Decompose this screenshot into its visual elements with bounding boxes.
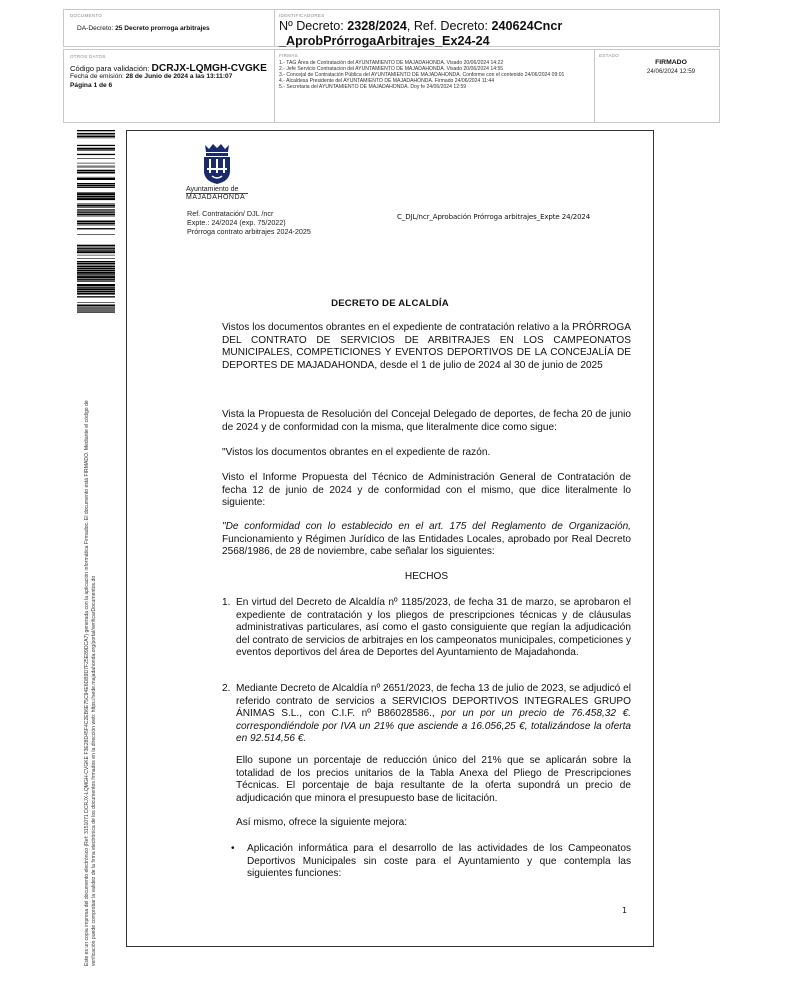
signature-entry: 4.- Alcaldesa Presidente del AYUNTAMIENTO DE MAJADAHONDA. Firmado 24/06/2024 11:44	[279, 78, 495, 85]
verification-sidebar-text	[84, 306, 97, 966]
list-item-number: 1.	[222, 597, 231, 608]
list-item	[222, 683, 631, 746]
document-label: DOCUMENTO	[70, 13, 103, 18]
list-item	[222, 597, 631, 660]
header-divider	[274, 10, 275, 46]
bullet-text: Aplicación informática para el desarrollo de las actividades de los Campeonatos Deportivos Municipales sin coste para el Ayuntamiento y que contempla las siguientes funciones:	[247, 843, 631, 880]
municipal-crest-icon	[201, 141, 233, 185]
document-header	[63, 9, 720, 47]
signature-entry: 5.- Secretaria del AYUNTAMIENTO DE MAJADAHONDA. Doy fe 24/06/2024 12:59	[279, 84, 467, 91]
page-number: 1	[622, 906, 628, 915]
bullet-item	[231, 843, 631, 881]
municipality-name-line2: MAJADAHONDA	[186, 194, 246, 201]
signature-list	[279, 60, 597, 90]
signature-entry: 2.- Jefe Servicio Contratacion del AYUNTAMIENTO DE MAJADAHONDA. Visado 20/06/2024 14:55	[279, 66, 504, 73]
list-item-text: En virtud del Decreto de Alcaldía nº 1185/2023, de fecha 31 de marzo, se aprobaron el expediente de contratación y los pliegos de prescripciones técnicas y de cláusulas administrativas particulares, así como el gasto consiguiente que regían la adjudicación del contrato de servicios de arbitrajes en los campeonatos municipales, competiciones y eventos deportivos del área de Deportes del Ayuntamiento de Majadahonda.	[236, 597, 631, 659]
reference-line: Ref. Contratación/ DJL /ncr	[187, 209, 274, 218]
signature-entry: 1.- TAG Área de Contratación del AYUNTAMIENTO DE MAJADAHONDA. Visado 20/06/2024 14:22	[279, 60, 504, 66]
sidebar-line: verificación puede comprobar la validez de la firma electrónica de los documentos firmados en la dirección web: https://sede.majadahonda.org/portal/verificarDocumentos.do	[90, 575, 97, 966]
signature-status-date: 24/06/2024 12:59	[646, 68, 696, 75]
identifiers-label: IDENTIFICADORES	[279, 13, 325, 18]
paragraph: Vistos los documentos obrantes en el expediente de contratación relativo a la PRÓRROGA DEL CONTRATO DE SERVICIOS DE ARBITRAJES EN LOS CAMPEONATOS MUNICIPALES, COMPETICIONES Y EVENTOS DEPORTIVOS DE LA CONCEJALÍA DE DEPORTES DE MAJADAHONDA, desde el 1 de julio de 2024 al 30 de junio de 2025	[222, 322, 631, 371]
section-heading: HECHOS	[404, 571, 449, 582]
list-item-number: 2.	[222, 683, 231, 694]
signature-entry: 3.- Concejal de Contratación Pública del AYUNTAMIENTO DE MAJADAHONDA. Conforme con el contenido 24/06/2024 09:01	[279, 72, 565, 79]
reference-line: Expte.: 24/2024 (exp. 75/2022)	[187, 218, 286, 227]
signatures-label: FIRMAS	[279, 53, 298, 58]
municipality-name-line1: Ayuntamiento de	[186, 186, 239, 193]
barcode-image	[77, 130, 115, 313]
state-divider	[594, 50, 595, 122]
page-top-border	[126, 130, 654, 131]
sidebar-line: Este es un copia impresa del documento electrónico (Ref: 3151071 DCRJX-LQMGH-CVGKE F3E28D45F4C2EB6E75C94E6DB9D7F25E89DCA7) generada con la aplicación informática Firmadoc. El documento está FIRMADO. Mediante el código de	[84, 400, 90, 966]
metadata-divider	[274, 50, 275, 122]
issue-date: Fecha de emisión: 28 de Junio de 2024 a las 13:11:07	[70, 73, 233, 80]
paragraph: "De conformidad con lo establecido en el art. 175 del Reglamento de Organización, Funcionamiento y Régimen Jurídico de las Entidades Locales, aprobado por Real Decreto 2568/1986, de 28 de noviembre, cabe señalar los siguientes:	[222, 521, 631, 558]
other-data-label: OTROS DATOS	[70, 54, 106, 59]
state-label: ESTADO	[599, 53, 619, 58]
bullet-dot: •	[231, 843, 235, 854]
file-code: C_DJL/ncr_Aprobación Prórroga arbitrajes_Expte 24/2024	[397, 213, 591, 221]
validation-code[interactable]: Código para validación: DCRJX-LQMGH-CVGKE	[70, 63, 267, 74]
document-metadata	[63, 49, 720, 123]
reference-block	[187, 209, 311, 236]
paragraph: Visto el Informe Propuesta del Técnico de Administración General de Contratación de fecha 12 de junio de 2024 y de conformidad con el mismo, que dice literalmente lo siguiente:	[222, 472, 631, 509]
list-item-text: Mediante Decreto de Alcaldía nº 2651/2023, de fecha 13 de julio de 2023, se adjudicó el referido contrato de servicios a SERVICIOS DEPORTIVOS INTEGRALES GRUPO ÁNIMAS S.L., con C.I.F. nº B86028586., por un por un precio de 76.458,32 €. correspondiéndole por IVA un 21% que asciende a 16.056,25 €, totalizándose la oferta en 92.514,56 €.	[236, 683, 632, 745]
decree-identifier: Nº Decreto: 2328/2024, Ref. Decreto: 240624Cncr _AprobPrórrogaArbitrajes_Ex24-24	[279, 19, 563, 48]
paragraph: Vista la Propuesta de Resolución del Concejal Delegado de deportes, de fecha 20 de junio de 2024 y de conformidad con la misma, que literalmente dice como sigue:	[222, 409, 631, 433]
page-count: Página 1 de 6	[70, 82, 113, 89]
document-name: DA-Decreto: 25 Decreto prorroga arbitrajes	[77, 25, 210, 32]
reference-line: Prórroga contrato arbitrajes 2024-2025	[187, 227, 311, 236]
paragraph: Ello supone un porcentaje de reducción único del 21% que se aplicarán sobre la totalidad de los precios unitarios de la Tabla Anexa del Pliego de Prescripciones Técnicas. El porcentaje de baja resultante de la oferta supondrá un precio de adjudicación que minora el presupuesto base de licitación.	[236, 755, 631, 804]
signature-status: FIRMADO	[655, 59, 687, 66]
page-title: DECRETO DE ALCALDÍA	[331, 298, 449, 309]
paragraph: Así mismo, ofrece la siguiente mejora:	[236, 817, 408, 828]
paragraph: "Vistos los documentos obrantes en el expediente de razón.	[222, 447, 491, 458]
